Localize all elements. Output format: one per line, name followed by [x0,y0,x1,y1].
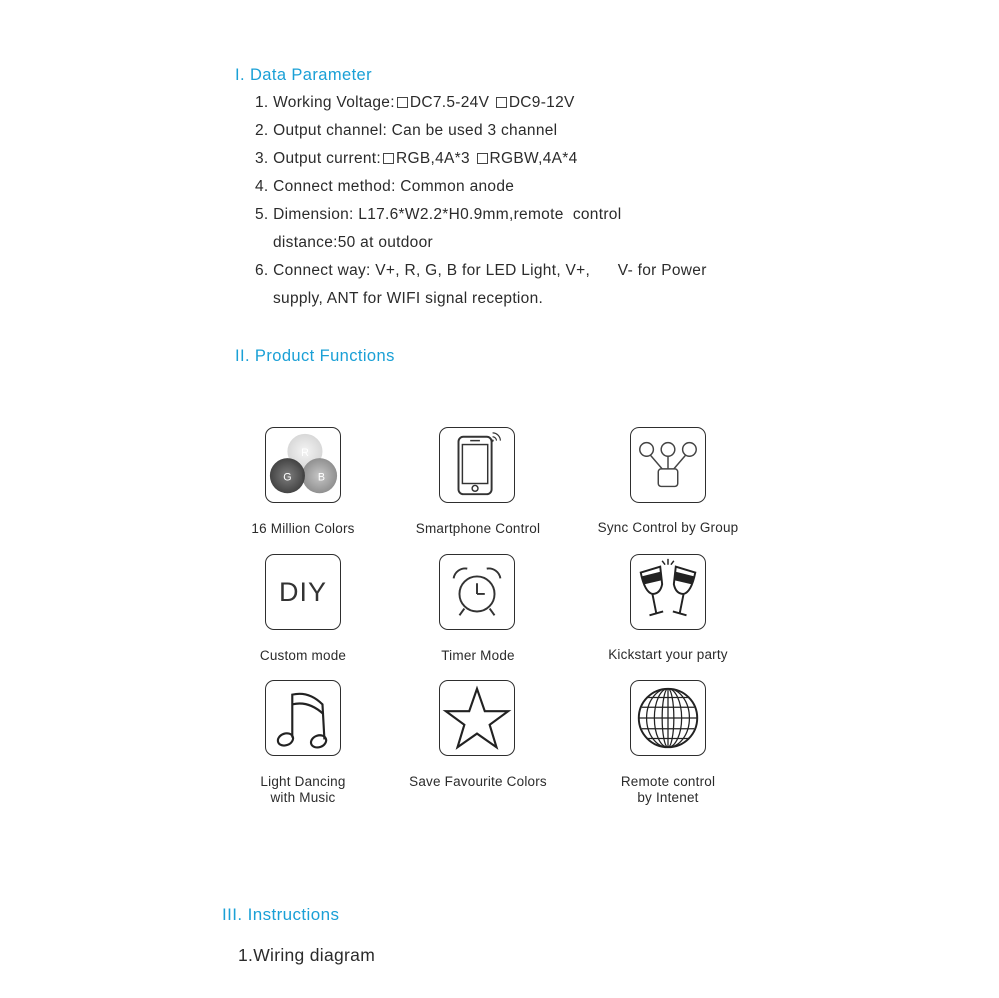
function-label [578,774,758,806]
param-working-voltage [255,94,575,112]
param-connect-way-line1: 6. Connect way: V+, R, G, B for LED Light, V+, V- for Power [255,262,707,279]
param-dimension-line2: distance:50 at outdoor [273,234,433,251]
param-option: RGBW,4A*4 [489,150,578,167]
function-label-line: by Intenet [637,790,699,805]
diy-icon [265,554,341,630]
rgb-letter-b: B [317,471,326,484]
diy-text: DIY [278,576,327,607]
param-dimension-line1: 5. Dimension: L17.6*W2.2*H0.9mm,remote control [255,206,622,223]
product-functions-heading: II. Product Functions [235,347,395,365]
function-label: Custom mode [259,648,347,663]
function-label [213,774,393,806]
param-label: 1. Working Voltage: [255,94,395,111]
rgb-letter-g: G [283,471,292,484]
param-label: 3. Output current: [255,150,382,167]
rgb-letter-r: R [301,447,309,460]
param-option: RGB,4A*3 [396,150,470,167]
function-label: Save Favourite Colors [409,774,547,789]
group-sync-icon [630,427,706,503]
smartphone-icon [439,427,515,503]
checkbox-icon [397,97,408,108]
function-label-line: with Music [270,790,336,805]
alarm-clock-icon [439,554,515,630]
param-option: DC9-12V [508,94,575,111]
function-label: 16 Million Colors [251,521,355,536]
star-icon [439,680,515,756]
instructions-heading: III. Instructions [222,905,340,924]
param-connect-method: 4. Connect method: Common anode [255,178,515,195]
rgb-circles-icon [265,427,341,503]
param-connect-way-line2: supply, ANT for WIFI signal reception. [273,290,544,307]
checkbox-icon [383,153,394,164]
function-label: Sync Control by Group [597,520,739,535]
function-label-line: Remote control [620,774,716,789]
function-label: Timer Mode [441,648,515,663]
param-output-channel: 2. Output channel: Can be used 3 channel [255,122,558,139]
data-parameter-heading: I. Data Parameter [235,66,373,84]
param-output-current [255,150,578,168]
globe-icon [630,680,706,756]
checkbox-icon [477,153,488,164]
wiring-diagram-subheading: 1.Wiring diagram [238,945,376,965]
music-note-icon [265,680,341,756]
checkbox-icon [496,97,507,108]
toast-glasses-icon [630,554,706,630]
function-label: Kickstart your party [608,647,728,662]
function-label: Smartphone Control [415,521,541,536]
function-label-line: Light Dancing [260,774,346,789]
param-option: DC7.5-24V [409,94,490,111]
